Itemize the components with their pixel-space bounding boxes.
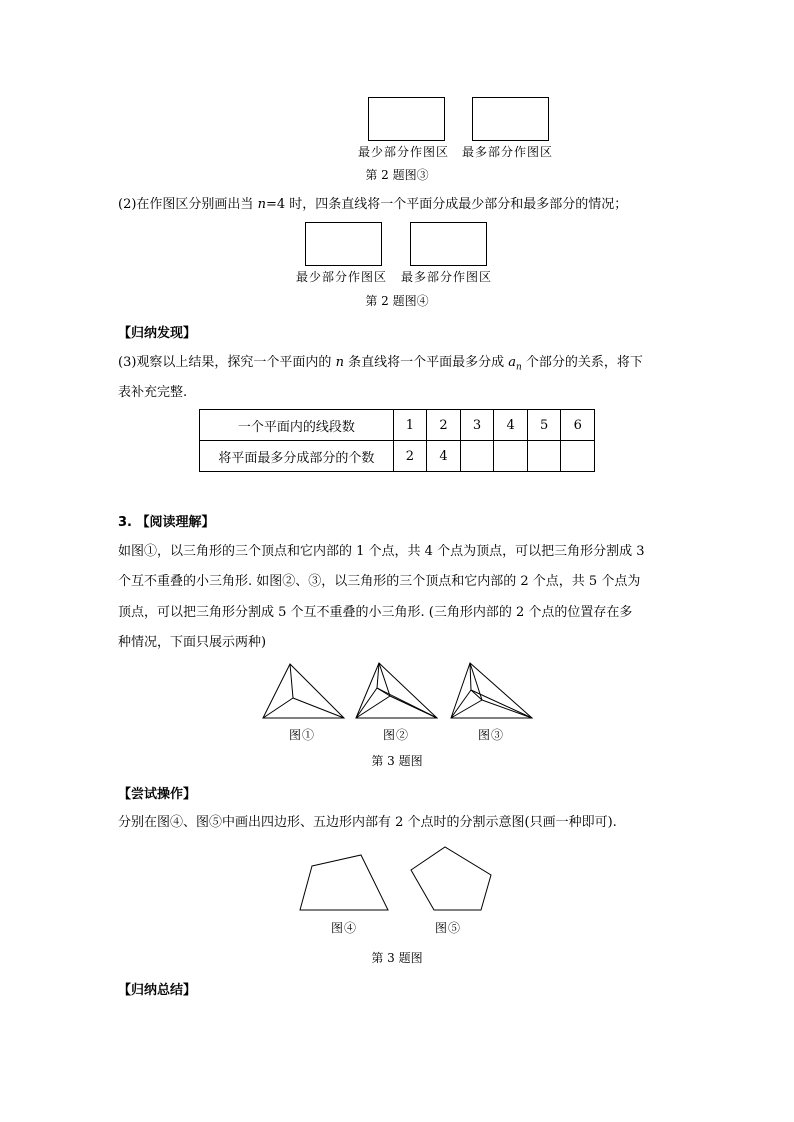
figure-caption-2-4: 第 2 题图④ <box>365 294 429 308</box>
min-parts-drawing-area-2 <box>305 222 382 266</box>
triangle-figure-3 <box>450 660 534 722</box>
table-header-parts: 将平面最多分成部分的个数 <box>200 441 394 472</box>
max-parts-drawing-area-2 <box>410 222 487 266</box>
question-3-para-4: 种情况，下面只展示两种) <box>118 635 267 650</box>
question-3-heading: 3. 【阅读理解】 <box>118 515 215 530</box>
max-parts-drawing-area <box>472 97 549 141</box>
table-row <box>200 441 595 472</box>
question-2-part-3: (3)观察以上结果，探究一个平面内的 n 条直线将一个平面最多分成 $a_n$ 个部分的关系，将下 <box>118 355 643 373</box>
question-3-para-2: 个互不重叠的小三角形. 如图②、③，以三角形的三个顶点和它内部的 2 个点，共 5 个点为 <box>118 574 641 589</box>
table-cell: 5 <box>527 410 561 441</box>
triangle-figure-1 <box>262 660 346 722</box>
question-3-para-3: 顶点，可以把三角形分割成 5 个互不重叠的小三角形. (三角形内部的 2 个点的位置存在多 <box>118 605 633 620</box>
figure-caption-2-3: 第 2 题图③ <box>365 168 429 182</box>
try-instructions: 分别在图④、图⑤中画出四边形、五边形内部有 2 个点时的分割示意图(只画一种即可). <box>118 815 617 830</box>
table-cell: 4 <box>427 441 461 472</box>
figure-5-label: 图⑤ <box>435 921 462 935</box>
table-row <box>200 410 595 441</box>
table-cell: 2 <box>393 441 427 472</box>
figure-4-label: 图④ <box>331 921 358 935</box>
table-cell: 6 <box>561 410 595 441</box>
figure-2-label: 图② <box>383 728 410 742</box>
pentagon-figure <box>406 844 498 914</box>
table-cell <box>460 441 494 472</box>
table-cell <box>527 441 561 472</box>
table-cell <box>494 441 528 472</box>
question-3-para-1: 如图①，以三角形的三个顶点和它内部的 1 个点，共 4 个点为顶点，可以把三角形分割成 3 <box>118 544 645 559</box>
question-2-part-2: (2)在作图区分别画出当 n=4 时，四条直线将一个平面分成最少部分和最多部分的情况； <box>118 197 628 212</box>
figure-3-label: 图③ <box>478 728 505 742</box>
table-header-lines: 一个平面内的线段数 <box>200 410 394 441</box>
figure-caption-3b: 第 3 题图 <box>371 951 423 965</box>
table-cell: 2 <box>427 410 461 441</box>
triangle-figure-2 <box>355 660 439 722</box>
min-parts-label-2: 最少部分作图区 <box>296 270 388 284</box>
figure-1-label: 图① <box>289 728 316 742</box>
try-heading: 【尝试操作】 <box>118 787 197 802</box>
parts-table <box>199 409 595 472</box>
table-cell <box>561 441 595 472</box>
table-cell: 3 <box>460 410 494 441</box>
summary-heading: 【归纳总结】 <box>118 983 197 998</box>
table-cell: 1 <box>393 410 427 441</box>
quadrilateral-figure <box>298 854 398 916</box>
min-parts-label: 最少部分作图区 <box>358 145 450 159</box>
question-2-part-3-line2: 表补充完整. <box>118 385 188 400</box>
induction-heading: 【归纳发现】 <box>118 326 197 341</box>
table-cell: 4 <box>494 410 528 441</box>
max-parts-label: 最多部分作图区 <box>462 145 554 159</box>
min-parts-drawing-area <box>368 97 445 141</box>
figure-caption-3a: 第 3 题图 <box>371 754 423 768</box>
max-parts-label-2: 最多部分作图区 <box>401 270 493 284</box>
